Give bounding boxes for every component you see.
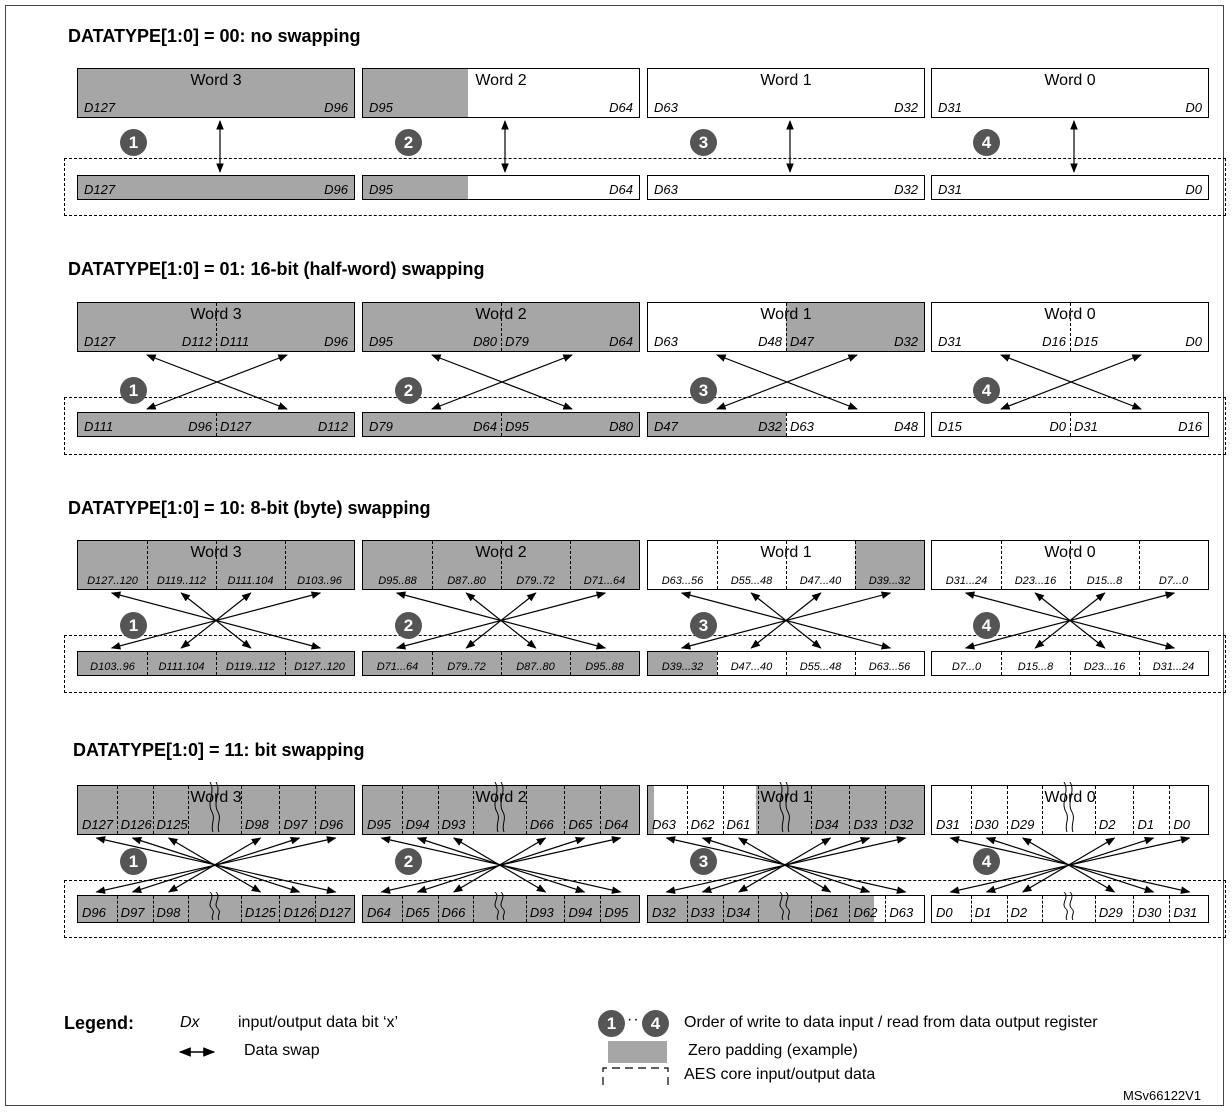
word-name: Word 1 (760, 789, 812, 806)
bit-label: D71...64 (376, 661, 419, 673)
legend-order-dots: ·· (627, 1011, 640, 1028)
bit-label: D31 (938, 182, 962, 197)
bit-label: D126 (283, 905, 315, 920)
legend-padding-text: Zero padding (example) (688, 1042, 858, 1059)
word-name: Word 0 (1044, 544, 1096, 561)
bit-label: D63 (790, 419, 814, 434)
section-title: DATATYPE[1:0] = 11: bit swapping (73, 740, 365, 760)
bit-label: D29 (1098, 905, 1123, 920)
bit-label: D30 (1137, 905, 1162, 920)
legend-dx-text: input/output data bit ‘x’ (238, 1014, 399, 1031)
order-badge: 1 (120, 129, 147, 156)
bit-label: D80 (473, 334, 497, 349)
bit-label: D98 (244, 817, 269, 832)
word-name: Word 0 (1044, 72, 1096, 89)
bit-label: D62 (690, 817, 715, 832)
bit-label: D94 (568, 905, 593, 920)
bit-label: D55...48 (799, 661, 842, 673)
bit-label: D47 (790, 334, 814, 349)
bit-label: D62 (853, 905, 878, 920)
bit-label: D31 (938, 100, 962, 115)
legend-badge-first: 1 (598, 1010, 625, 1037)
bit-label: D32 (894, 100, 918, 115)
bit-label: D34 (726, 905, 751, 920)
bit-label: D127 (84, 100, 116, 115)
bit-label: D127 (84, 334, 116, 349)
bit-label: D96 (188, 419, 212, 434)
bit-label: D119..112 (156, 575, 207, 587)
bit-label: D0 (1185, 100, 1202, 115)
word-name: Word 3 (190, 789, 242, 806)
word-name: Word 3 (190, 544, 242, 561)
bit-label: D7...0 (951, 661, 982, 673)
bit-label: D7...0 (1158, 575, 1189, 587)
bit-label: D64 (609, 334, 633, 349)
bit-label: D61 (726, 817, 751, 832)
word-name: Word 3 (190, 306, 242, 323)
bit-label: D103..96 (297, 575, 342, 587)
bit-label: D97 (283, 817, 308, 832)
bit-label: D63...56 (868, 661, 911, 673)
bit-label: D30 (974, 817, 999, 832)
bit-label: D16 (1178, 419, 1202, 434)
word-name: Word 1 (760, 72, 812, 89)
bit-label: D80 (609, 419, 633, 434)
legend-badge-last: 4 (642, 1010, 669, 1037)
bit-label: D127 (319, 905, 351, 920)
bit-label: D87..80 (447, 575, 486, 587)
bit-label: D48 (758, 334, 782, 349)
bit-label: D32 (758, 419, 782, 434)
bit-label: D96 (324, 182, 348, 197)
bit-label: D66 (529, 817, 554, 832)
bit-label: D94 (405, 817, 430, 832)
bit-label: D31 (1173, 905, 1198, 920)
bit-label: D31...24 (1152, 661, 1195, 673)
bit-label: D96 (319, 817, 344, 832)
word-name: Word 3 (190, 72, 242, 89)
bit-label: D15 (1074, 334, 1098, 349)
bit-label: D0 (1185, 334, 1202, 349)
bit-label: D0 (936, 905, 953, 920)
bit-label: D1 (1137, 817, 1155, 832)
order-badge: 4 (973, 848, 1000, 875)
legend-core-text: AES core input/output data (684, 1066, 876, 1083)
bit-label: D127..120 (294, 661, 345, 673)
bit-label: D63 (889, 905, 914, 920)
order-badge: 2 (395, 129, 422, 156)
order-badge: 1 (120, 612, 147, 639)
bit-label: D33 (853, 817, 878, 832)
bit-label: D55...48 (730, 575, 773, 587)
order-badge: 2 (395, 612, 422, 639)
order-badge: 3 (690, 848, 717, 875)
bit-label: D48 (894, 419, 918, 434)
order-badge: 3 (690, 129, 717, 156)
bit-label: D127 (84, 182, 116, 197)
bit-label: D79 (505, 334, 529, 349)
order-badge: 4 (973, 129, 1000, 156)
legend-core-symbol (603, 1068, 668, 1085)
bit-label: D39...32 (661, 661, 704, 673)
bit-label: D126 (120, 817, 152, 832)
word-name: Word 2 (475, 544, 527, 561)
bit-label: D39...32 (868, 575, 911, 587)
bit-label: D63 (654, 100, 678, 115)
word-name: Word 0 (1044, 789, 1096, 806)
bit-label: D64 (473, 419, 497, 434)
bit-label: D15 (938, 419, 962, 434)
bit-label: D111.104 (227, 575, 274, 587)
bit-label: D23...16 (1083, 661, 1126, 673)
order-badge: 3 (690, 377, 717, 404)
bit-label: D87..80 (516, 661, 555, 673)
bit-label: D95 (369, 100, 393, 115)
order-badge: 1 (120, 848, 147, 875)
order-badge: 2 (395, 377, 422, 404)
bit-label: D79..72 (447, 661, 486, 673)
bit-label: D112 (317, 419, 348, 434)
bit-label: D63 (654, 182, 678, 197)
bit-label: D95 (367, 817, 391, 832)
bit-label: D61 (814, 905, 839, 920)
bit-label: D64 (367, 905, 391, 920)
order-badge: 3 (690, 612, 717, 639)
bit-label: D96 (324, 100, 348, 115)
section-title: DATATYPE[1:0] = 01: 16-bit (half-word) swapping (68, 259, 485, 279)
word-name: Word 1 (760, 306, 812, 323)
legend-swap-text: Data swap (244, 1042, 320, 1059)
bit-label: D15...8 (1017, 661, 1054, 673)
bit-label: D95 (369, 334, 393, 349)
bit-label: D125 (244, 905, 276, 920)
bit-label: D31 (938, 334, 962, 349)
bit-label: D79..72 (516, 575, 555, 587)
bit-label: D31 (1074, 419, 1098, 434)
bit-label: D95..88 (378, 575, 417, 587)
bit-label: D93 (529, 905, 554, 920)
bit-label: D96 (324, 334, 348, 349)
bit-label: D111 (220, 334, 250, 349)
bit-label: D127 (82, 817, 114, 832)
section-title: DATATYPE[1:0] = 10: 8-bit (byte) swapping (68, 498, 431, 518)
bit-label: D0 (1185, 182, 1202, 197)
bit-label: D32 (894, 334, 918, 349)
bit-label: D95 (369, 182, 393, 197)
bit-label: D34 (814, 817, 839, 832)
bit-label: D111.104 (158, 661, 205, 673)
bit-label: D95 (505, 419, 529, 434)
word-name: Word 0 (1044, 306, 1096, 323)
bit-label: D125 (156, 817, 188, 832)
bit-label: D66 (441, 905, 466, 920)
bit-label: D64 (604, 817, 629, 832)
bit-label: D2 (1098, 817, 1116, 832)
bit-label: D32 (652, 905, 676, 920)
bit-label: D47 (654, 419, 678, 434)
order-badge: 4 (973, 377, 1000, 404)
bit-label: D63 (654, 334, 678, 349)
bit-label: D119..112 (225, 661, 276, 673)
bit-label: D29 (1010, 817, 1035, 832)
bit-label: D64 (609, 182, 633, 197)
order-badge: 2 (395, 848, 422, 875)
bit-label: D79 (369, 419, 393, 434)
bit-label: D32 (894, 182, 918, 197)
bit-label: D95..88 (585, 661, 624, 673)
bit-label: D93 (441, 817, 466, 832)
bit-label: D127 (220, 419, 252, 434)
section-title: DATATYPE[1:0] = 00: no swapping (68, 26, 361, 46)
bit-label: D103..96 (90, 661, 135, 673)
bit-label: D97 (120, 905, 145, 920)
bit-label: D65 (568, 817, 593, 832)
bit-label: D15...8 (1086, 575, 1123, 587)
bit-label: D111 (84, 419, 114, 434)
bit-label: D47...40 (730, 661, 773, 673)
bit-label: D96 (82, 905, 106, 920)
bit-label: D64 (609, 100, 633, 115)
bit-label: D112 (181, 334, 212, 349)
bit-label: D47...40 (799, 575, 842, 587)
bit-label: D98 (156, 905, 181, 920)
word-name: Word 2 (475, 306, 527, 323)
bit-label: D95 (604, 905, 629, 920)
legend-dx-symbol: Dx (180, 1014, 200, 1031)
bit-label: D127..120 (87, 575, 138, 587)
bit-label: D31 (936, 817, 960, 832)
order-badge: 4 (973, 612, 1000, 639)
legend-padding-swatch (608, 1041, 667, 1063)
bit-label: D31...24 (945, 575, 988, 587)
bit-label: D0 (1173, 817, 1190, 832)
word-name: Word 2 (475, 72, 527, 89)
bit-label: D63...56 (661, 575, 704, 587)
bit-label: D2 (1010, 905, 1028, 920)
bit-label: D71...64 (583, 575, 626, 587)
bit-label: D32 (889, 817, 914, 832)
legend-order-text: Order of write to data input / read from data output register (684, 1014, 1098, 1031)
bit-label: D0 (1049, 419, 1066, 434)
bit-label: D23...16 (1014, 575, 1057, 587)
bit-label: D63 (652, 817, 676, 832)
bit-label: D1 (974, 905, 992, 920)
figure-reference: MSv66122V1 (1123, 1088, 1202, 1103)
bit-label: D16 (1042, 334, 1066, 349)
legend-title: Legend: (64, 1013, 134, 1033)
bit-label: D65 (405, 905, 430, 920)
bit-label: D33 (690, 905, 715, 920)
word-name: Word 1 (760, 544, 812, 561)
word-name: Word 2 (475, 789, 527, 806)
order-badge: 1 (120, 377, 147, 404)
